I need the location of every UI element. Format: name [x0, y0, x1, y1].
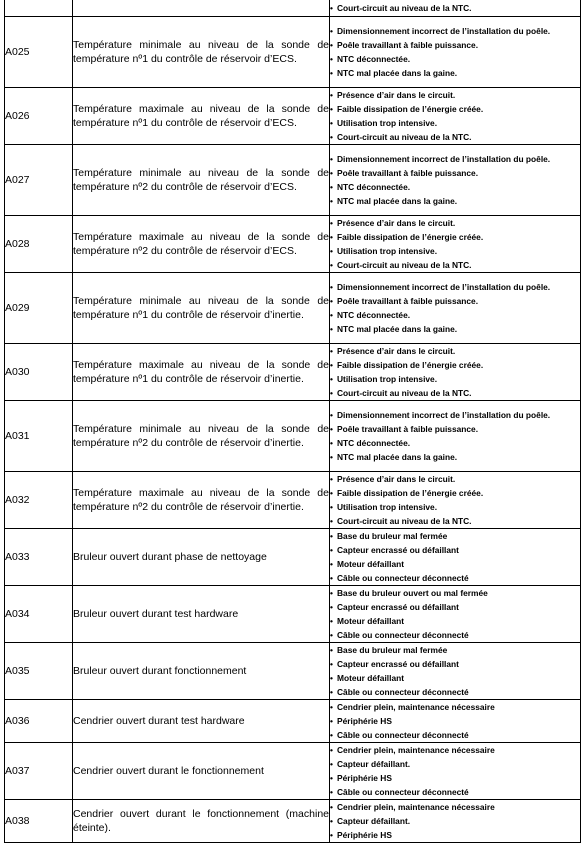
cause-item: • Capteur encrassé ou défaillant: [330, 543, 580, 557]
cause-item: • Moteur défaillant: [330, 671, 580, 685]
cause-item: • Court-circuit au niveau de la NTC.: [330, 386, 580, 400]
cause-item: • Court-circuit au niveau de la NTC.: [330, 1, 580, 15]
error-description-cell: Température minimale au niveau de la sonde de température nº2 du contrôle de réservoir d’ECS.: [73, 145, 330, 216]
error-causes-cell: [330, 401, 581, 472]
cause-item: • NTC déconnectée.: [330, 180, 580, 194]
cause-item: • Poêle travaillant à faible puissance.: [330, 166, 580, 180]
cause-item: • Cendrier plein, maintenance nécessaire: [330, 743, 580, 757]
cause-item: • Câble ou connecteur déconnecté: [330, 628, 580, 642]
cause-item: • Capteur défaillant.: [330, 814, 580, 828]
table-row: [5, 800, 581, 843]
cause-item: • Faible dissipation de l’énergie créée.: [330, 102, 580, 116]
cause-item: • Capteur défaillant.: [330, 757, 580, 771]
cause-item: • Faible dissipation de l’énergie créée.: [330, 486, 580, 500]
cause-item: • Présence d’air dans le circuit.: [330, 216, 580, 230]
cause-list: [330, 700, 580, 742]
table-row: [5, 472, 581, 529]
cause-list: [330, 586, 580, 642]
cause-item: • NTC déconnectée.: [330, 308, 580, 322]
table-row: [5, 88, 581, 145]
cause-item: • Court-circuit au niveau de la NTC.: [330, 130, 580, 144]
error-code-cell: [5, 0, 73, 17]
table-row: [5, 17, 581, 88]
error-causes-cell: [330, 216, 581, 273]
cause-list: [330, 344, 580, 400]
cause-item: • NTC déconnectée.: [330, 52, 580, 66]
error-code-cell: A034: [5, 586, 73, 643]
cause-item: • Capteur encrassé ou défaillant: [330, 657, 580, 671]
table-row: [5, 401, 581, 472]
error-code-cell: A026: [5, 88, 73, 145]
error-code-cell: A030: [5, 344, 73, 401]
error-causes-cell: [330, 529, 581, 586]
error-code-cell: A032: [5, 472, 73, 529]
cause-item: • Moteur défaillant: [330, 557, 580, 571]
error-code-table-body: [5, 0, 581, 843]
cause-item: • Présence d’air dans le circuit.: [330, 344, 580, 358]
cause-item: • Base du bruleur mal fermée: [330, 643, 580, 657]
cause-list: [330, 408, 580, 464]
cause-list: [330, 800, 580, 842]
cause-item: • Présence d’air dans le circuit.: [330, 472, 580, 486]
cause-item: • NTC mal placée dans la gaine.: [330, 194, 580, 208]
cause-item: • Dimensionnement incorrect de l’installation du poêle.: [330, 408, 580, 422]
error-description-cell: Température maximale au niveau de la sonde de température nº1 du contrôle de réservoir d’inertie.: [73, 344, 330, 401]
error-description-cell: Température maximale au niveau de la sonde de température nº2 du contrôle de réservoir d’ECS.: [73, 216, 330, 273]
cause-item: • Câble ou connecteur déconnecté: [330, 571, 580, 585]
cause-item: • Faible dissipation de l’énergie créée.: [330, 358, 580, 372]
cause-item: • Court-circuit au niveau de la NTC.: [330, 514, 580, 528]
cause-list: [330, 24, 580, 80]
cause-item: • Cendrier plein, maintenance nécessaire: [330, 800, 580, 814]
error-causes-cell: [330, 88, 581, 145]
error-description-cell: [73, 0, 330, 17]
error-description-cell: Cendrier ouvert durant test hardware: [73, 700, 330, 743]
error-causes-cell: [330, 273, 581, 344]
cause-item: • Poêle travaillant à faible puissance.: [330, 422, 580, 436]
cause-item: • Capteur encrassé ou défaillant: [330, 600, 580, 614]
cause-item: • Base du bruleur mal fermée: [330, 529, 580, 543]
cause-item: • NTC mal placée dans la gaine.: [330, 450, 580, 464]
error-code-cell: A028: [5, 216, 73, 273]
error-code-cell: A027: [5, 145, 73, 216]
table-row: [5, 0, 581, 17]
cause-item: • Dimensionnement incorrect de l’installation du poêle.: [330, 24, 580, 38]
cause-item: • Base du bruleur ouvert ou mal fermée: [330, 586, 580, 600]
cause-item: • Poêle travaillant à faible puissance.: [330, 38, 580, 52]
error-causes-cell: [330, 17, 581, 88]
error-code-cell: A029: [5, 273, 73, 344]
cause-item: • Court-circuit au niveau de la NTC.: [330, 258, 580, 272]
cause-item: • Dimensionnement incorrect de l’installation du poêle.: [330, 152, 580, 166]
error-code-table: [4, 0, 581, 843]
table-row: [5, 273, 581, 344]
cause-item: • Câble ou connecteur déconnecté: [330, 728, 580, 742]
table-row: [5, 743, 581, 800]
cause-list: [330, 88, 580, 144]
cause-item: • Utilisation trop intensive.: [330, 372, 580, 386]
cause-item: • Périphérie HS: [330, 714, 580, 728]
cause-item: • Moteur défaillant: [330, 614, 580, 628]
error-description-cell: Température maximale au niveau de la sonde de température nº1 du contrôle de réservoir d’ECS.: [73, 88, 330, 145]
cause-item: • NTC mal placée dans la gaine.: [330, 66, 580, 80]
cause-item: • Câble ou connecteur déconnecté: [330, 685, 580, 699]
cause-item: • NTC déconnectée.: [330, 436, 580, 450]
error-causes-cell: [330, 800, 581, 843]
error-causes-cell: [330, 743, 581, 800]
cause-item: • Poêle travaillant à faible puissance.: [330, 294, 580, 308]
cause-item: • Présence d’air dans le circuit.: [330, 88, 580, 102]
table-row: [5, 216, 581, 273]
cause-item: • Utilisation trop intensive.: [330, 500, 580, 514]
error-description-cell: Bruleur ouvert durant fonctionnement: [73, 643, 330, 700]
cause-item: • Utilisation trop intensive.: [330, 116, 580, 130]
cause-item: • Cendrier plein, maintenance nécessaire: [330, 700, 580, 714]
cause-item: • Câble ou connecteur déconnecté: [330, 785, 580, 799]
cause-item: • Utilisation trop intensive.: [330, 244, 580, 258]
cause-list: [330, 743, 580, 799]
cause-list: [330, 280, 580, 336]
cause-list: [330, 643, 580, 699]
error-code-cell: A036: [5, 700, 73, 743]
cause-list: [330, 216, 580, 272]
error-description-cell: Température minimale au niveau de la sonde de température nº2 du contrôle de réservoir d’inertie.: [73, 401, 330, 472]
cause-list: [330, 529, 580, 585]
error-code-cell: A038: [5, 800, 73, 843]
error-description-cell: Cendrier ouvert durant le fonctionnement (machine éteinte).: [73, 800, 330, 843]
cause-item: • Dimensionnement incorrect de l’installation du poêle.: [330, 280, 580, 294]
error-code-cell: A033: [5, 529, 73, 586]
table-row: [5, 643, 581, 700]
error-description-cell: Cendrier ouvert durant le fonctionnement: [73, 743, 330, 800]
error-description-cell: Bruleur ouvert durant phase de nettoyage: [73, 529, 330, 586]
error-causes-cell: [330, 586, 581, 643]
table-row: [5, 145, 581, 216]
table-row: [5, 700, 581, 743]
cause-item: • Périphérie HS: [330, 771, 580, 785]
error-code-cell: A025: [5, 17, 73, 88]
cause-item: • NTC mal placée dans la gaine.: [330, 322, 580, 336]
cause-list: [330, 1, 580, 15]
table-row: [5, 529, 581, 586]
error-code-cell: A037: [5, 743, 73, 800]
error-description-cell: Bruleur ouvert durant test hardware: [73, 586, 330, 643]
cause-list: [330, 152, 580, 208]
error-causes-cell: [330, 0, 581, 17]
error-causes-cell: [330, 643, 581, 700]
table-row: [5, 586, 581, 643]
error-code-cell: A031: [5, 401, 73, 472]
error-causes-cell: [330, 145, 581, 216]
error-causes-cell: [330, 472, 581, 529]
cause-list: [330, 472, 580, 528]
error-causes-cell: [330, 344, 581, 401]
error-causes-cell: [330, 700, 581, 743]
error-description-cell: Température minimale au niveau de la sonde de température nº1 du contrôle de réservoir d’inertie.: [73, 273, 330, 344]
error-code-cell: A035: [5, 643, 73, 700]
error-description-cell: Température maximale au niveau de la sonde de température nº2 du contrôle de réservoir d’inertie.: [73, 472, 330, 529]
error-description-cell: Température minimale au niveau de la sonde de température nº1 du contrôle de réservoir d’ECS.: [73, 17, 330, 88]
cause-item: • Périphérie HS: [330, 828, 580, 842]
cause-item: • Faible dissipation de l’énergie créée.: [330, 230, 580, 244]
table-row: [5, 344, 581, 401]
